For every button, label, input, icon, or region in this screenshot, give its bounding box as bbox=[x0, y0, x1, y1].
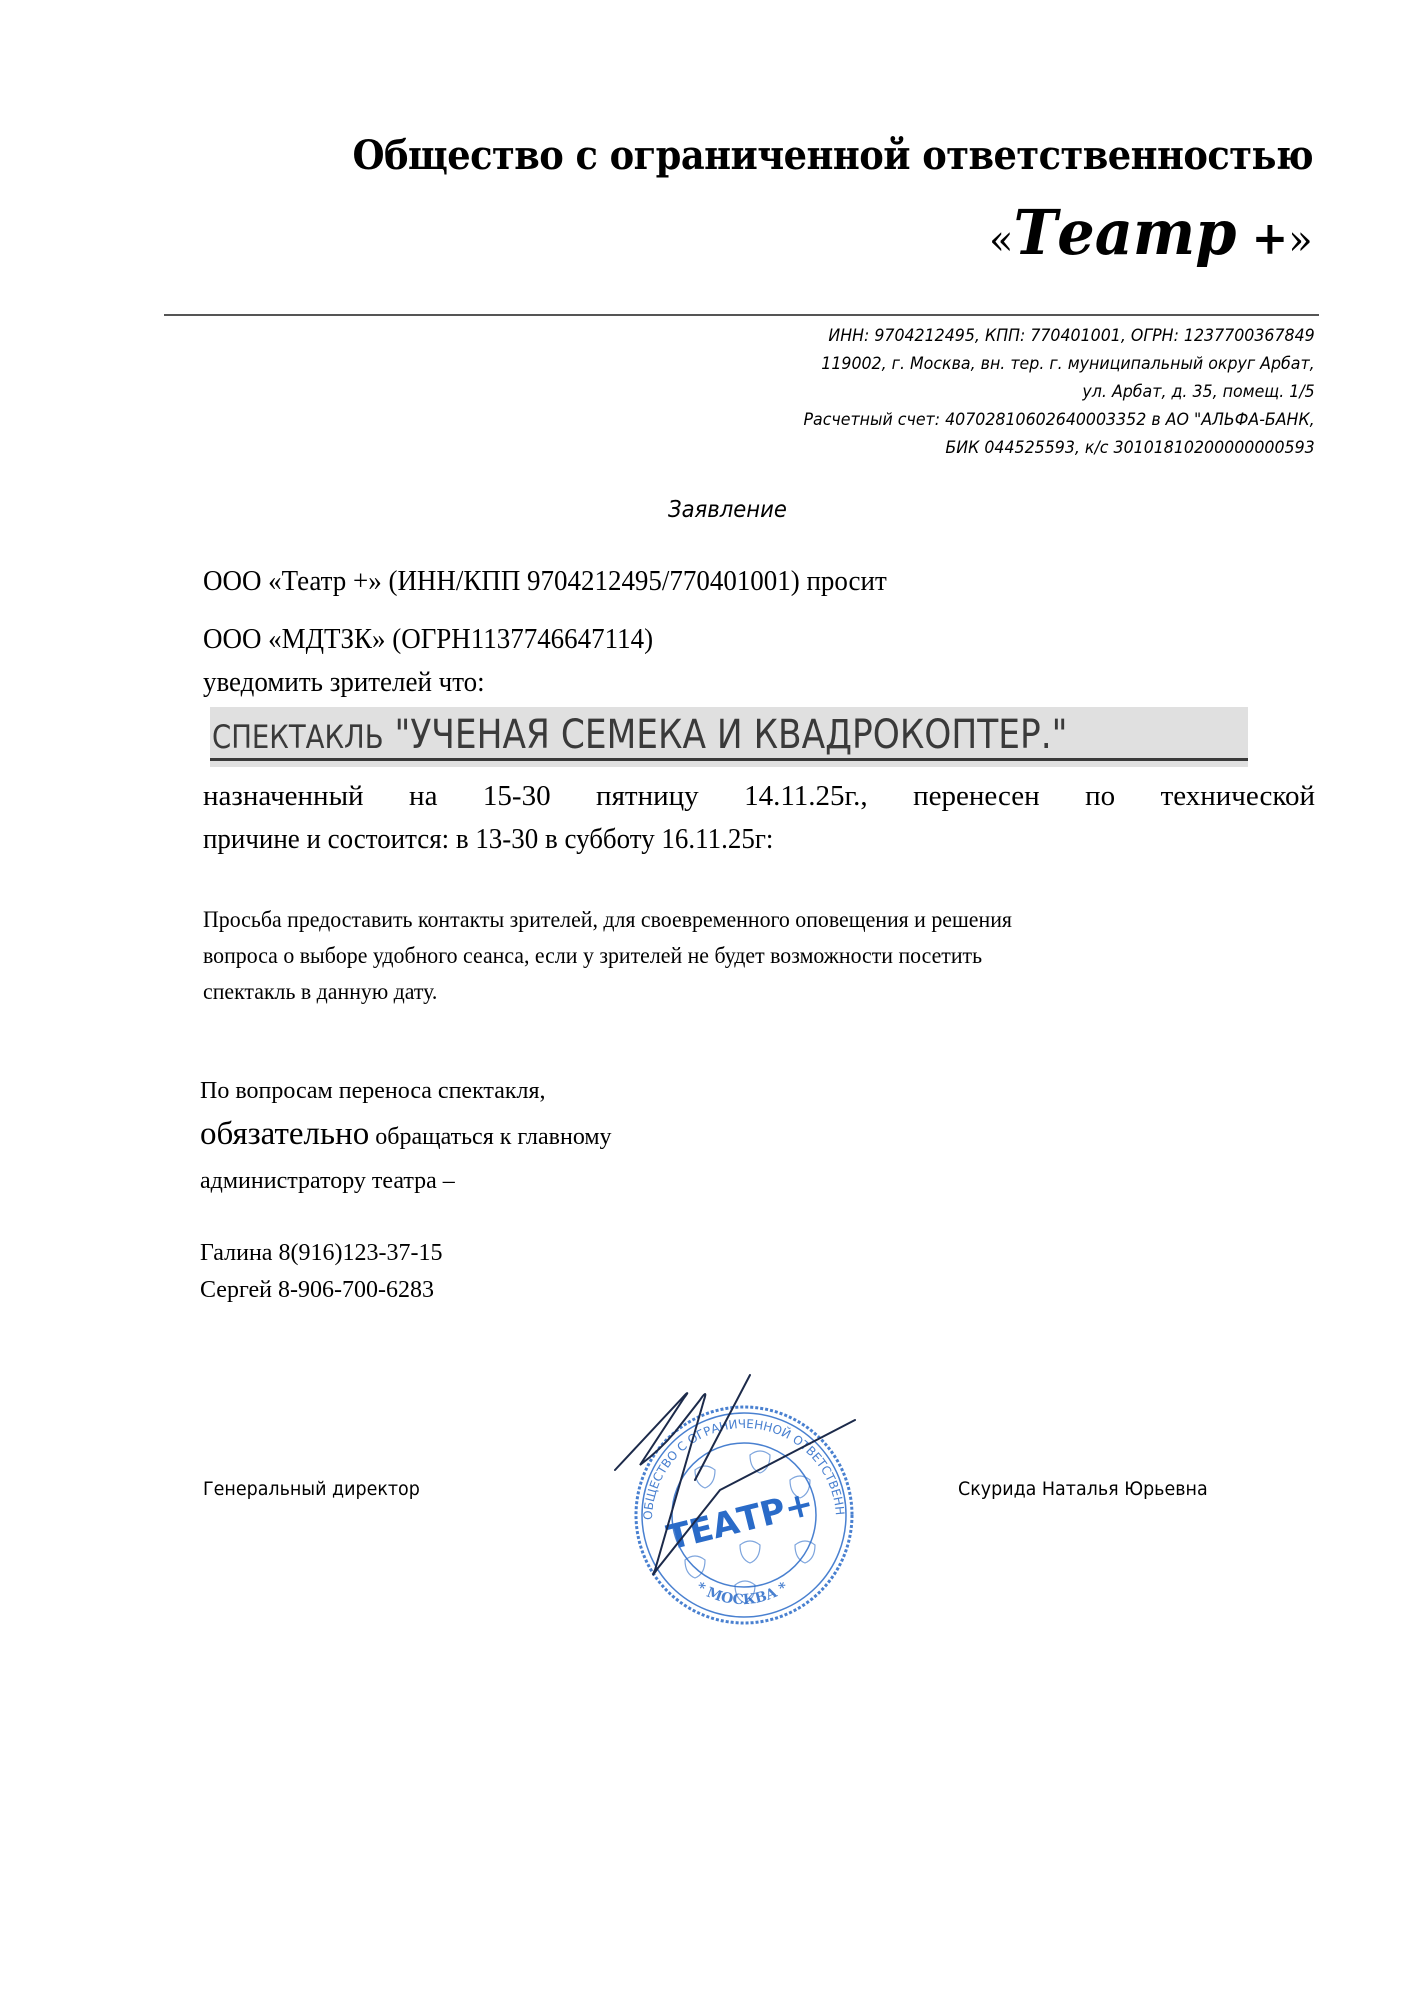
contact-role: администратору театра – bbox=[200, 1168, 455, 1194]
contact-item bbox=[200, 1240, 442, 1267]
org-name-open-quote: « bbox=[989, 215, 1014, 264]
addressee-line: ООО «МДТЗК» (ОГРН1137746647114) bbox=[203, 623, 654, 655]
requisites-line: ИНН: 9704212495, КПП: 770401001, ОГРН: 1237700367849 bbox=[828, 326, 1315, 346]
contact-phone: 8(916)123-37-15 bbox=[278, 1240, 443, 1266]
notify-line: уведомить зрителей что: bbox=[203, 666, 485, 698]
contact-name: Галина bbox=[200, 1240, 273, 1266]
seal-graphic bbox=[600, 1370, 880, 1630]
org-name bbox=[989, 196, 1313, 269]
requisites-line: БИК 044525593, к/с 30101810200000000593 bbox=[945, 438, 1315, 458]
request-paragraph bbox=[203, 902, 1012, 1010]
requester-line: ООО «Театр +» (ИНН/КПП 9704212495/770401001) просит bbox=[203, 565, 887, 597]
contact-instruction bbox=[200, 1116, 612, 1153]
contact-item bbox=[200, 1277, 434, 1304]
seal-outer-text-path: ОБЩЕСТВО С ОГРАНИЧЕННОЙ ОТВЕТСТВЕНН bbox=[640, 1416, 847, 1521]
org-name-text: Театр bbox=[1013, 196, 1237, 269]
contact-intro: По вопросам переноса спектакля, bbox=[200, 1078, 546, 1104]
requisites-line: Расчетный счет: 40702810602640003352 в АО "АЛЬФА-БАНК, bbox=[803, 410, 1315, 430]
reschedule-line-2: причине и состоится: в 13-30 в субботу 16.11.25г: bbox=[203, 823, 774, 855]
request-line: вопроса о выборе удобного сеанса, если у зрителей не будет возможности посетить bbox=[203, 943, 983, 969]
company-requisites bbox=[804, 322, 1315, 462]
contact-rest: обращаться к главному bbox=[369, 1124, 612, 1150]
contact-phone: 8-906-700-6283 bbox=[277, 1277, 434, 1303]
contact-name: Сергей bbox=[200, 1277, 272, 1303]
header-divider bbox=[164, 314, 1319, 316]
document-type-heading: Заявление bbox=[668, 497, 787, 523]
org-name-close-quote: » bbox=[1288, 215, 1313, 264]
org-name-plus: + bbox=[1236, 211, 1289, 265]
requisites-line: ул. Арбат, д. 35, помещ. 1/5 bbox=[1082, 382, 1315, 402]
reschedule-line-1: назначенный на 15-30 пятницу 14.11.25г., перенесен по технической bbox=[203, 780, 1315, 812]
signatory-name: Скурида Наталья Юрьевна bbox=[958, 1478, 1208, 1500]
performance-prefix: СПЕКТАКЛЬ bbox=[212, 718, 384, 756]
company-seal bbox=[600, 1370, 880, 1630]
contact-emphasis: обязательно bbox=[200, 1116, 370, 1152]
performance-name: "УЧЕНАЯ СЕМЕКА И КВАДРОКОПТЕР." bbox=[383, 712, 1068, 758]
request-line: спектакль в данную дату. bbox=[203, 979, 438, 1005]
performance-underline bbox=[210, 758, 1248, 761]
org-legal-form: Общество с ограниченной ответственностью bbox=[352, 132, 1313, 179]
requisites-line: 119002, г. Москва, вн. тер. г. муниципальный округ Арбат, bbox=[821, 354, 1315, 374]
performance-title bbox=[212, 712, 1067, 758]
seal-center-text: ТЕАТР+ bbox=[662, 1483, 818, 1559]
seal-bottom-text-path: * МОСКВА * bbox=[693, 1579, 791, 1609]
signatory-position: Генеральный директор bbox=[203, 1478, 420, 1500]
seal-bottom-text bbox=[693, 1579, 791, 1608]
request-line: Просьба предоставить контакты зрителей, для своевременного оповещения и решения bbox=[203, 907, 1012, 933]
